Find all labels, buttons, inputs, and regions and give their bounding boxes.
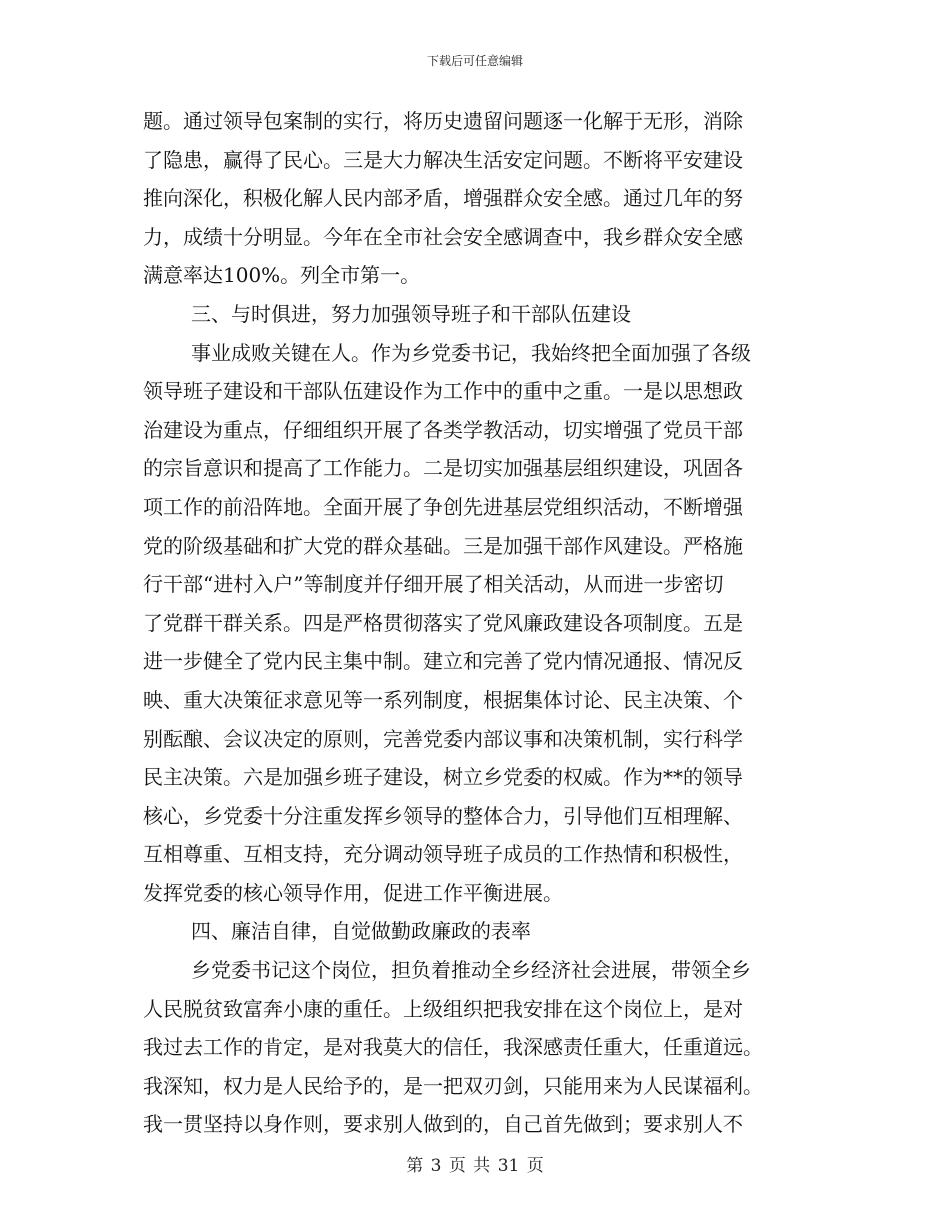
text-line: 我深知，权力是人民给予的，是一把双刃剑，只能用来为人民谋福利。 xyxy=(143,1073,763,1098)
text-line: 我一贯坚持以身作则，要求别人做到的，自己首先做到；要求别人不 xyxy=(143,1112,743,1137)
text-line: 力，成绩十分明显。今年在全市社会安全感调查中，我乡群众安全感 xyxy=(143,224,743,249)
section-heading: 三、与时俱进，努力加强领导班子和干部队伍建设 xyxy=(191,301,631,326)
text-line: 互相尊重、互相支持，充分调动领导班子成员的工作热情和积极性， xyxy=(143,842,743,867)
body-text xyxy=(143,102,807,1144)
text-line: 推向深化，积极化解人民内部矛盾，增强群众安全感。通过几年的努 xyxy=(143,186,743,211)
text-line: 发挥党委的核心领导作用，促进工作平衡进展。 xyxy=(143,880,563,905)
text-line: 治建设为重点，仔细组织开展了各类学教活动，切实增强了党员干部 xyxy=(143,417,743,442)
text-line: 了隐患，赢得了民心。三是大力解决生活安定问题。不断将平安建设 xyxy=(143,147,743,172)
text-line: 别酝酿、会议决定的原则，完善党委内部议事和决策机制，实行科学 xyxy=(143,726,743,751)
section-heading: 四、廉洁自律，自觉做勤政廉政的表率 xyxy=(191,919,531,944)
text-line: 乡党委书记这个岗位，担负着推动全乡经济社会进展，带领全乡 xyxy=(191,958,751,983)
text-line: 进一步健全了党内民主集中制。建立和完善了党内情况通报、情况反 xyxy=(143,649,743,674)
text-line: 满意率达100%。列全市第一。 xyxy=(143,263,421,288)
text-line: 民主决策。六是加强乡班子建设，树立乡党委的权威。作为**的领导 xyxy=(143,765,743,790)
text-line: 党的阶级基础和扩大党的群众基础。三是加强干部作风建设。严格施 xyxy=(143,533,743,558)
text-line: 项工作的前沿阵地。全面开展了争创先进基层党组织活动，不断增强 xyxy=(143,494,743,519)
text-line: 映、重大决策征求意见等一系列制度，根据集体讨论、民主决策、个 xyxy=(143,687,743,712)
text-line: 领导班子建设和干部队伍建设作为工作中的重中之重。一是以思想政 xyxy=(143,379,743,404)
text-line: 我过去工作的肯定，是对我莫大的信任，我深感责任重大，任重道远。 xyxy=(143,1035,763,1060)
text-line: 了党群干群关系。四是严格贯彻落实了党风廉政建设各项制度。五是 xyxy=(143,610,743,635)
page-header: 下载后可任意编辑 xyxy=(426,54,523,68)
text-line: 事业成败关键在人。作为乡党委书记，我始终把全面加强了各级 xyxy=(191,340,751,365)
text-line: 核心，乡党委十分注重发挥乡领导的整体合力，引导他们互相理解、 xyxy=(143,803,743,828)
page-footer: 第 3 页 共 31 页 xyxy=(406,1156,544,1176)
text-line: 题。通过领导包案制的实行，将历史遗留问题逐一化解于无形，消除 xyxy=(143,109,743,133)
text-line: 行干部“进村入户”等制度并仔细开展了相关活动，从而进一步密切 xyxy=(143,572,724,597)
text-line: 的宗旨意识和提高了工作能力。二是切实加强基层组织建设，巩固各 xyxy=(143,456,743,481)
text-line: 人民脱贫致富奔小康的重任。上级组织把我安排在这个岗位上，是对 xyxy=(143,996,743,1021)
